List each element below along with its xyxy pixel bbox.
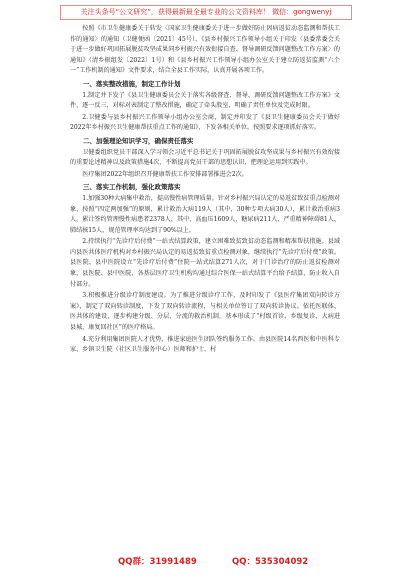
paragraph: 2.持续执行“先诊疗后付费”一站式结算政策，建立困难致贫致贫动态监测和精准帮扶措施。县域内县医共体医疗机构对乡村振兴局认定的易返贫致贫重点检测对象，继续执行“先诊疗后付费”政策。县医院、县中医院设立“先诊疗后付费”住院一站式结算271人次，对于门诊治疗的防止返贫检测对象，县医院、县中医院、各基层医疗卫生机构均通过综合医保一站式结算平台给予结算，防止收入自付部分。 bbox=[70, 238, 340, 288]
paragraph: 3.积极推进分级诊疗制度建设。为了推进分级诊疗工作，及时印发了《县医疗集团双向转诊方案》，制定了双向转诊制度，下发了双向转诊流程，与相关单位签订了双向转诊协议。依托医联体、医共体的建设，逐步构建分级、分层、分流的救治机制，基本形成了“村级首诊、乡级复诊、大病进县城、康复回社区”的医疗格局。 bbox=[70, 292, 340, 332]
qq-number: QQ：535304092 bbox=[232, 557, 309, 567]
section-heading: 二、加强理论知识学习，确保责任落实 bbox=[83, 136, 194, 145]
contact-footer bbox=[0, 554, 408, 570]
paragraph: 医疗集团2022年组织召开健康帮扶工作安排部署推进会2次。 bbox=[82, 170, 248, 178]
qq-group-number: QQ群：31991489 bbox=[118, 557, 197, 567]
promo-banner: 关注头条号“公文研究”，获得最新最全最专业的公文资料库！ 微信：gongwenyj bbox=[60, 5, 352, 20]
section-heading: 三、落实工作机制，强化政策落实 bbox=[83, 183, 181, 192]
intro-paragraph: 按照《市卫生健康委关于转发〈国家卫生健康委关于进一步做好防止因病返贫动态监测和帮扶工作的通知〉的通知（卫健便函〔2021〕45号）、《县乡村振兴工作领导小组关于印发〈县委常委会关于进一步做好巩固拓展脱贫攻坚成果同乡村振兴有效衔接自查、督导调研反馈问题整改工作方案〉的通知》（清乡振组发〔2022〕1号）和《县乡村振兴工作领导小组办公室关于建立防返贫监测“六个一”工作机制的通知》文件要求，结合全县工作实际，认真开展各项工作。 bbox=[70, 25, 340, 75]
paragraph: 卫健委组织党员干部深入学习领会习近平总书记关于巩固拓展脱贫攻坚成果与乡村振兴有效衔接的重要论述精神以及政策措施4次，不断提高党员干部的思想认识，把理论运用到实践中。 bbox=[70, 148, 340, 167]
paragraph: 1.制定并下发了《县卫生健康委员会关于落实各级督查、督导、调研反馈问题整改工作方案》文件，逐一反三，对标对表制定了整改措施，确定了牵头股室、明确了责任单位及完成时限。 bbox=[70, 91, 340, 110]
paragraph: 2.卫健委与县乡村振兴工作领导小组办公室会商，制定并印发了《县卫生健康委员会关于做好2022年乡村振兴卫生健康帮扶重点工作的通知》，下发各相关单位，按照要求逐项抓好落实。 bbox=[70, 113, 340, 132]
section-heading: 一、落实整改措施，制定工作计划 bbox=[83, 79, 181, 88]
paragraph: 4.充分利用集团医院人才优势，推进家庭医生团队签约服务工作。由县医院14名西医和中医科专家、乡镇卫生院（社区卫生服务中心）医师和护士、村 bbox=[70, 335, 340, 354]
paragraph: 1.加强30种大病集中救治，提高慢性病管理质量。针对乡村振兴局认定的易返贫致贫重点检测对象，按照“四定两加强”的原则，累计救治大病119人（其中，30种专项大病30人），累计救治重病3人。累计签约管理慢性病患者2378人，其中，高血压1609人、糖尿病211人、严重精神障碍81人、肺结核15人，规范管理率均达到了90%以上。 bbox=[70, 194, 340, 234]
document-body bbox=[70, 24, 340, 357]
